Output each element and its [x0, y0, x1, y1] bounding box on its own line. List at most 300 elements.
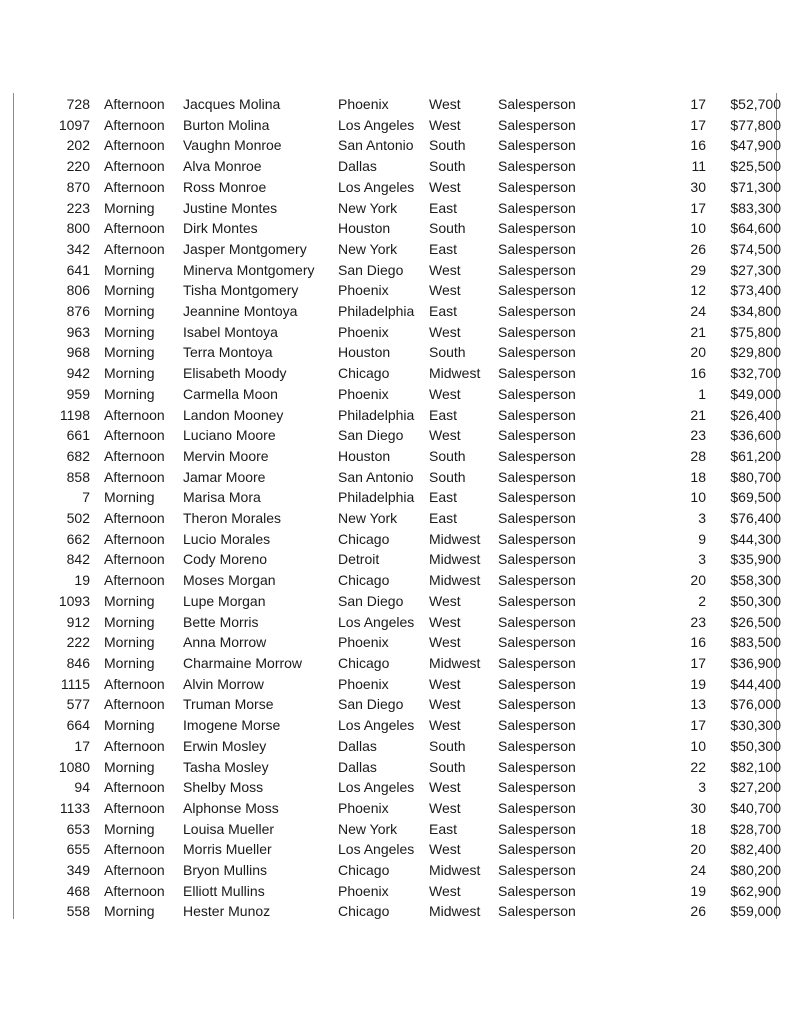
- shift-cell: Morning: [104, 820, 155, 837]
- id-cell: 502: [66, 510, 90, 527]
- shift-cell: Morning: [104, 261, 155, 278]
- name-cell: Cody Moreno: [183, 551, 268, 568]
- id-cell: 653: [66, 820, 90, 837]
- table-row: [14, 135, 785, 156]
- years-cell: 18: [690, 820, 706, 837]
- region-cell: East: [429, 199, 458, 216]
- years-cell: 30: [690, 799, 706, 816]
- shift-cell: Afternoon: [104, 882, 165, 899]
- city-cell: Los Angeles: [338, 717, 415, 734]
- years-cell: 12: [690, 282, 706, 299]
- region-cell: Midwest: [429, 862, 481, 879]
- years-cell: 13: [690, 696, 706, 713]
- region-cell: West: [429, 882, 461, 899]
- name-cell: Minerva Montgomery: [183, 261, 315, 278]
- name-cell: Theron Morales: [183, 510, 282, 527]
- name-cell: Jasper Montgomery: [183, 240, 307, 257]
- years-cell: 16: [690, 137, 706, 154]
- id-cell: 558: [66, 903, 90, 920]
- years-cell: 10: [690, 220, 706, 237]
- salary-cell: $44,400: [730, 675, 781, 692]
- role-cell: Salesperson: [498, 468, 576, 485]
- city-cell: Phoenix: [338, 882, 389, 899]
- shift-cell: Afternoon: [104, 406, 165, 423]
- city-cell: Chicago: [338, 530, 390, 547]
- name-cell: Imogene Morse: [183, 717, 281, 734]
- id-cell: 876: [66, 303, 90, 320]
- table-row: [14, 881, 785, 902]
- id-cell: 1080: [58, 758, 90, 775]
- shift-cell: Afternoon: [104, 530, 165, 547]
- shift-cell: Afternoon: [104, 510, 165, 527]
- city-cell: Houston: [338, 220, 391, 237]
- table-row: [14, 94, 785, 115]
- role-cell: Salesperson: [498, 406, 576, 423]
- table-row: [14, 508, 785, 529]
- role-cell: Salesperson: [498, 137, 576, 154]
- region-cell: Midwest: [429, 654, 481, 671]
- city-cell: Chicago: [338, 903, 390, 920]
- id-cell: 223: [66, 199, 90, 216]
- city-cell: New York: [338, 820, 398, 837]
- name-cell: Bryon Mullins: [183, 862, 268, 879]
- shift-cell: Afternoon: [104, 137, 165, 154]
- id-cell: 1133: [59, 799, 90, 816]
- name-cell: Alva Monroe: [183, 158, 262, 175]
- years-cell: 17: [690, 717, 706, 734]
- region-cell: West: [429, 261, 461, 278]
- table-row: [14, 860, 785, 881]
- role-cell: Salesperson: [498, 344, 576, 361]
- role-cell: Salesperson: [498, 303, 576, 320]
- table-body: [14, 94, 785, 922]
- years-cell: 28: [690, 447, 706, 464]
- salary-cell: $62,900: [730, 882, 781, 899]
- shift-cell: Afternoon: [104, 572, 165, 589]
- role-cell: Salesperson: [498, 613, 576, 630]
- region-cell: Midwest: [429, 572, 481, 589]
- shift-cell: Morning: [104, 344, 155, 361]
- shift-cell: Afternoon: [104, 675, 165, 692]
- name-cell: Dirk Montes: [183, 220, 258, 237]
- shift-cell: Afternoon: [104, 178, 165, 195]
- id-cell: 912: [66, 613, 90, 630]
- city-cell: New York: [338, 240, 398, 257]
- salary-cell: $64,600: [730, 220, 781, 237]
- table-row: [14, 777, 785, 798]
- region-cell: West: [429, 592, 461, 609]
- years-cell: 17: [690, 116, 706, 133]
- role-cell: Salesperson: [498, 261, 576, 278]
- salary-cell: $32,700: [730, 365, 781, 382]
- city-cell: San Diego: [338, 261, 404, 278]
- id-cell: 655: [66, 841, 90, 858]
- table-row: [14, 322, 785, 343]
- salary-cell: $80,200: [730, 862, 781, 879]
- table-row: [14, 487, 785, 508]
- city-cell: New York: [338, 510, 398, 527]
- region-cell: East: [429, 510, 458, 527]
- years-cell: 20: [690, 572, 706, 589]
- shift-cell: Morning: [104, 385, 155, 402]
- table-row: [14, 363, 785, 384]
- salary-cell: $28,700: [730, 820, 781, 837]
- name-cell: Isabel Montoya: [183, 323, 278, 340]
- shift-cell: Afternoon: [104, 799, 165, 816]
- id-cell: 870: [66, 178, 90, 195]
- salary-cell: $52,700: [730, 96, 781, 112]
- id-cell: 728: [66, 96, 90, 112]
- salary-cell: $40,700: [730, 799, 781, 816]
- years-cell: 16: [690, 634, 706, 651]
- years-cell: 29: [690, 261, 706, 278]
- role-cell: Salesperson: [498, 323, 576, 340]
- id-cell: 342: [66, 240, 90, 257]
- shift-cell: Morning: [104, 323, 155, 340]
- name-cell: Charmaine Morrow: [183, 654, 303, 671]
- table-row: [14, 591, 785, 612]
- years-cell: 3: [698, 510, 706, 527]
- region-cell: West: [429, 696, 461, 713]
- shift-cell: Morning: [104, 199, 155, 216]
- region-cell: South: [429, 344, 466, 361]
- salary-cell: $50,300: [730, 592, 781, 609]
- id-cell: 577: [66, 696, 90, 713]
- shift-cell: Morning: [104, 489, 155, 506]
- name-cell: Landon Mooney: [183, 406, 284, 423]
- years-cell: 3: [698, 551, 706, 568]
- table-row: [14, 280, 785, 301]
- years-cell: 20: [690, 841, 706, 858]
- role-cell: Salesperson: [498, 158, 576, 175]
- city-cell: Phoenix: [338, 675, 389, 692]
- name-cell: Alvin Morrow: [183, 675, 264, 692]
- salary-cell: $71,300: [730, 178, 781, 195]
- years-cell: 1: [698, 385, 706, 402]
- name-cell: Lupe Morgan: [183, 592, 266, 609]
- name-cell: Burton Molina: [183, 116, 270, 133]
- table-row: [14, 301, 785, 322]
- id-cell: 1097: [58, 116, 90, 133]
- id-cell: 94: [74, 779, 90, 796]
- shift-cell: Afternoon: [104, 551, 165, 568]
- table-row: [14, 819, 785, 840]
- salary-cell: $30,300: [730, 717, 781, 734]
- city-cell: Phoenix: [338, 385, 389, 402]
- region-cell: Midwest: [429, 365, 481, 382]
- salary-cell: $83,500: [730, 634, 781, 651]
- role-cell: Salesperson: [498, 696, 576, 713]
- shift-cell: Morning: [104, 282, 155, 299]
- region-cell: East: [429, 406, 458, 423]
- years-cell: 17: [690, 654, 706, 671]
- city-cell: Los Angeles: [338, 613, 415, 630]
- shift-cell: Morning: [104, 654, 155, 671]
- employee-table: [14, 94, 785, 922]
- region-cell: Midwest: [429, 903, 481, 920]
- table-row: [14, 239, 785, 260]
- id-cell: 1093: [58, 592, 90, 609]
- years-cell: 3: [698, 779, 706, 796]
- region-cell: West: [429, 116, 461, 133]
- table-row: [14, 632, 785, 653]
- table-row: [14, 198, 785, 219]
- city-cell: Chicago: [338, 572, 390, 589]
- salary-cell: $29,800: [730, 344, 781, 361]
- city-cell: Philadelphia: [338, 489, 415, 506]
- id-cell: 846: [66, 654, 90, 671]
- table-row: [14, 467, 785, 488]
- years-cell: 23: [690, 427, 706, 444]
- city-cell: Los Angeles: [338, 841, 415, 858]
- region-cell: South: [429, 468, 466, 485]
- name-cell: Morris Mueller: [183, 841, 272, 858]
- role-cell: Salesperson: [498, 903, 576, 920]
- table-row: [14, 757, 785, 778]
- region-cell: East: [429, 820, 458, 837]
- table-row: [14, 674, 785, 695]
- salary-cell: $26,500: [730, 613, 781, 630]
- region-cell: East: [429, 240, 458, 257]
- table-row: [14, 839, 785, 860]
- region-cell: West: [429, 96, 461, 112]
- city-cell: Chicago: [338, 365, 390, 382]
- id-cell: 858: [66, 468, 90, 485]
- years-cell: 18: [690, 468, 706, 485]
- salary-cell: $80,700: [730, 468, 781, 485]
- role-cell: Salesperson: [498, 717, 576, 734]
- city-cell: Phoenix: [338, 282, 389, 299]
- name-cell: Elliott Mullins: [183, 882, 265, 899]
- salary-cell: $27,300: [730, 261, 781, 278]
- salary-cell: $76,000: [730, 696, 781, 713]
- shift-cell: Morning: [104, 634, 155, 651]
- name-cell: Mervin Moore: [183, 447, 269, 464]
- role-cell: Salesperson: [498, 779, 576, 796]
- id-cell: 963: [66, 323, 90, 340]
- name-cell: Tasha Mosley: [183, 758, 269, 775]
- years-cell: 21: [690, 406, 706, 423]
- salary-cell: $83,300: [730, 199, 781, 216]
- id-cell: 17: [74, 737, 90, 754]
- id-cell: 662: [66, 530, 90, 547]
- years-cell: 19: [690, 882, 706, 899]
- table-row: [14, 715, 785, 736]
- name-cell: Carmella Moon: [183, 385, 278, 402]
- name-cell: Tisha Montgomery: [183, 282, 299, 299]
- city-cell: Phoenix: [338, 323, 389, 340]
- salary-cell: $77,800: [730, 116, 781, 133]
- region-cell: West: [429, 385, 461, 402]
- shift-cell: Afternoon: [104, 116, 165, 133]
- shift-cell: Afternoon: [104, 779, 165, 796]
- shift-cell: Morning: [104, 717, 155, 734]
- shift-cell: Morning: [104, 613, 155, 630]
- city-cell: Dallas: [338, 158, 377, 175]
- city-cell: Phoenix: [338, 799, 389, 816]
- region-cell: West: [429, 779, 461, 796]
- city-cell: Phoenix: [338, 634, 389, 651]
- name-cell: Moses Morgan: [183, 572, 276, 589]
- role-cell: Salesperson: [498, 634, 576, 651]
- salary-cell: $82,100: [730, 758, 781, 775]
- id-cell: 19: [74, 572, 90, 589]
- table-row: [14, 570, 785, 591]
- role-cell: Salesperson: [498, 427, 576, 444]
- salary-cell: $34,800: [730, 303, 781, 320]
- name-cell: Elisabeth Moody: [183, 365, 287, 382]
- id-cell: 800: [66, 220, 90, 237]
- id-cell: 1115: [60, 675, 90, 692]
- id-cell: 202: [66, 137, 90, 154]
- shift-cell: Afternoon: [104, 862, 165, 879]
- table-row: [14, 405, 785, 426]
- role-cell: Salesperson: [498, 96, 576, 112]
- region-cell: West: [429, 613, 461, 630]
- id-cell: 7: [82, 489, 90, 506]
- name-cell: Marisa Mora: [183, 489, 261, 506]
- shift-cell: Morning: [104, 903, 155, 920]
- role-cell: Salesperson: [498, 530, 576, 547]
- id-cell: 842: [66, 551, 90, 568]
- city-cell: Chicago: [338, 654, 390, 671]
- role-cell: Salesperson: [498, 820, 576, 837]
- city-cell: New York: [338, 199, 398, 216]
- role-cell: Salesperson: [498, 282, 576, 299]
- salary-cell: $26,400: [730, 406, 781, 423]
- region-cell: West: [429, 427, 461, 444]
- region-cell: West: [429, 282, 461, 299]
- shift-cell: Afternoon: [104, 220, 165, 237]
- table-row: [14, 342, 785, 363]
- shift-cell: Afternoon: [104, 696, 165, 713]
- role-cell: Salesperson: [498, 737, 576, 754]
- city-cell: Houston: [338, 447, 391, 464]
- id-cell: 349: [66, 862, 90, 879]
- shift-cell: Afternoon: [104, 737, 165, 754]
- table-row: [14, 446, 785, 467]
- role-cell: Salesperson: [498, 799, 576, 816]
- name-cell: Terra Montoya: [183, 344, 273, 361]
- role-cell: Salesperson: [498, 592, 576, 609]
- years-cell: 30: [690, 178, 706, 195]
- shift-cell: Afternoon: [104, 158, 165, 175]
- role-cell: Salesperson: [498, 489, 576, 506]
- salary-cell: $61,200: [730, 447, 781, 464]
- salary-cell: $35,900: [730, 551, 781, 568]
- salary-cell: $69,500: [730, 489, 781, 506]
- years-cell: 26: [690, 903, 706, 920]
- id-cell: 968: [66, 344, 90, 361]
- name-cell: Bette Morris: [183, 613, 259, 630]
- table-row: [14, 653, 785, 674]
- role-cell: Salesperson: [498, 365, 576, 382]
- role-cell: Salesperson: [498, 572, 576, 589]
- table-row: [14, 218, 785, 239]
- years-cell: 24: [690, 303, 706, 320]
- city-cell: Dallas: [338, 758, 377, 775]
- name-cell: Lucio Morales: [183, 530, 271, 547]
- years-cell: 17: [690, 96, 706, 112]
- region-cell: Midwest: [429, 530, 481, 547]
- city-cell: Chicago: [338, 862, 390, 879]
- shift-cell: Afternoon: [104, 96, 165, 112]
- name-cell: Hester Munoz: [183, 903, 271, 920]
- table-row: [14, 384, 785, 405]
- salary-cell: $36,900: [730, 654, 781, 671]
- role-cell: Salesperson: [498, 882, 576, 899]
- salary-cell: $50,300: [730, 737, 781, 754]
- city-cell: San Diego: [338, 427, 404, 444]
- id-cell: 959: [66, 385, 90, 402]
- table-row: [14, 260, 785, 281]
- shift-cell: Afternoon: [104, 447, 165, 464]
- region-cell: South: [429, 737, 466, 754]
- name-cell: Jamar Moore: [183, 468, 266, 485]
- role-cell: Salesperson: [498, 758, 576, 775]
- region-cell: West: [429, 675, 461, 692]
- city-cell: San Antonio: [338, 137, 414, 154]
- city-cell: Phoenix: [338, 96, 389, 112]
- shift-cell: Morning: [104, 758, 155, 775]
- region-cell: South: [429, 137, 466, 154]
- table-row: [14, 612, 785, 633]
- city-cell: Los Angeles: [338, 779, 415, 796]
- years-cell: 21: [690, 323, 706, 340]
- years-cell: 16: [690, 365, 706, 382]
- city-cell: Detroit: [338, 551, 380, 568]
- id-cell: 641: [66, 261, 90, 278]
- years-cell: 10: [690, 737, 706, 754]
- table-row: [14, 425, 785, 446]
- role-cell: Salesperson: [498, 841, 576, 858]
- role-cell: Salesperson: [498, 654, 576, 671]
- years-cell: 9: [698, 530, 706, 547]
- table-row: [14, 156, 785, 177]
- id-cell: 220: [66, 158, 90, 175]
- name-cell: Louisa Mueller: [183, 820, 275, 837]
- city-cell: San Diego: [338, 592, 404, 609]
- salary-cell: $73,400: [730, 282, 781, 299]
- salary-cell: $25,500: [730, 158, 781, 175]
- region-cell: West: [429, 799, 461, 816]
- region-cell: East: [429, 303, 458, 320]
- region-cell: West: [429, 717, 461, 734]
- role-cell: Salesperson: [498, 447, 576, 464]
- salary-cell: $49,000: [730, 385, 781, 402]
- years-cell: 11: [691, 158, 706, 175]
- region-cell: West: [429, 323, 461, 340]
- salary-cell: $27,200: [730, 779, 781, 796]
- table-row: [14, 736, 785, 757]
- table-row: [14, 798, 785, 819]
- salary-cell: $36,600: [730, 427, 781, 444]
- shift-cell: Afternoon: [104, 468, 165, 485]
- years-cell: 19: [690, 675, 706, 692]
- city-cell: Dallas: [338, 737, 377, 754]
- region-cell: South: [429, 220, 466, 237]
- region-cell: South: [429, 158, 466, 175]
- role-cell: Salesperson: [498, 551, 576, 568]
- years-cell: 24: [690, 862, 706, 879]
- role-cell: Salesperson: [498, 116, 576, 133]
- shift-cell: Afternoon: [104, 240, 165, 257]
- id-cell: 661: [66, 427, 90, 444]
- table-row: [14, 901, 785, 922]
- salary-cell: $59,000: [730, 903, 781, 920]
- role-cell: Salesperson: [498, 510, 576, 527]
- id-cell: 806: [66, 282, 90, 299]
